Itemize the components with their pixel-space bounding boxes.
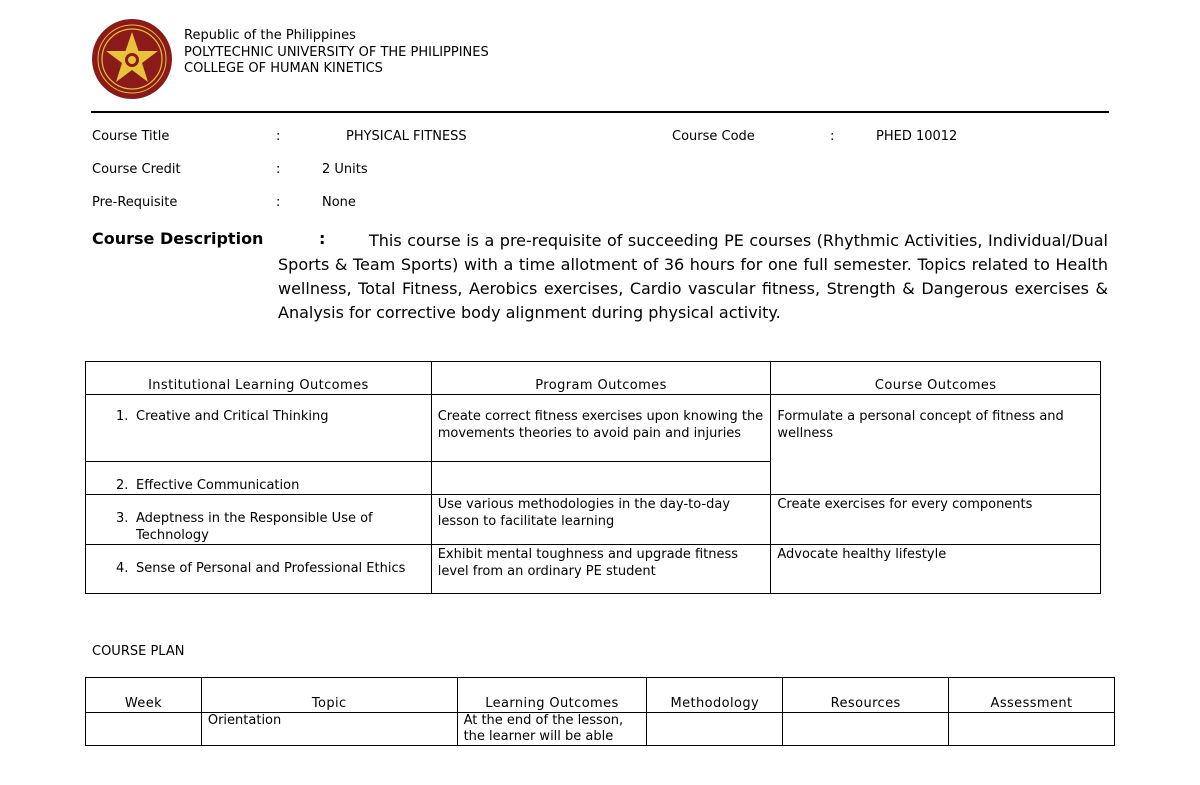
republic-line: Republic of the Philippines xyxy=(184,28,356,43)
topic-cell: Orientation xyxy=(201,713,457,746)
resources-header: Resources xyxy=(783,678,949,713)
table-header-row xyxy=(86,362,1101,395)
colon: : xyxy=(319,229,326,248)
prerequisite-label: Pre-Requisite xyxy=(92,195,178,210)
course-description-label: Course Description xyxy=(92,229,264,248)
topic-header: Topic xyxy=(201,678,457,713)
course-title-value: PHYSICAL FITNESS xyxy=(346,129,467,144)
ilo-cell xyxy=(86,495,432,545)
ilo-cell xyxy=(86,462,432,495)
university-name: POLYTECHNIC UNIVERSITY OF THE PHILIPPINES xyxy=(184,44,489,60)
institution-header xyxy=(184,28,489,78)
program-outcome-cell: Use various methodologies in the day-to-day lesson to facilitate learning xyxy=(431,495,771,545)
ilo-header: Institutional Learning Outcomes xyxy=(86,362,432,395)
course-title-label: Course Title xyxy=(92,129,170,144)
methodology-cell xyxy=(647,713,783,746)
course-credit-label: Course Credit xyxy=(92,162,181,177)
methodology-header: Methodology xyxy=(647,678,783,713)
week-header: Week xyxy=(86,678,202,713)
program-outcomes-header: Program Outcomes xyxy=(431,362,771,395)
learning-outcomes-cell: At the end of the lesson, the learner will be able xyxy=(457,713,647,746)
course-code-label: Course Code xyxy=(672,129,755,144)
course-description-text: This course is a pre-requisite of succeeding PE courses (Rhythmic Activities, Individual/Dual Sports & Team Sports) with a time allotment of 36 hours for one full semester. Topics related to Health wellness, Total Fitness, Aerobics exercises, Cardio vascular fitness, Strength & Dangerous exercises & Analysis for corrective body alignment during physical activity. xyxy=(278,231,1108,322)
colon: : xyxy=(276,162,281,177)
list-number: 3. xyxy=(116,511,129,526)
course-code-value: PHED 10012 xyxy=(876,129,958,144)
program-outcome-cell: Exhibit mental toughness and upgrade fitness level from an ordinary PE student xyxy=(431,545,771,594)
course-plan-table xyxy=(85,677,1115,746)
pup-seal-icon xyxy=(91,18,173,100)
course-plan-title: COURSE PLAN xyxy=(92,644,185,659)
table-row xyxy=(86,545,1101,594)
colon: : xyxy=(830,129,835,144)
table-row xyxy=(86,395,1101,462)
program-outcome-cell: Create correct fitness exercises upon knowing the movements theories to avoid pain and injuries xyxy=(431,395,771,462)
colon: : xyxy=(276,195,281,210)
ilo-cell xyxy=(86,545,432,594)
ilo-text: Effective Communication xyxy=(136,477,300,493)
list-number: 2. xyxy=(116,477,129,493)
table-header-row xyxy=(86,678,1115,713)
outcomes-table xyxy=(85,361,1101,594)
assessment-header: Assessment xyxy=(949,678,1115,713)
resources-cell xyxy=(783,713,949,746)
table-row xyxy=(86,713,1115,746)
ilo-text: Sense of Personal and Professional Ethics xyxy=(136,561,406,576)
prerequisite-value: None xyxy=(322,195,356,210)
colon: : xyxy=(276,129,281,144)
ilo-text: Creative and Critical Thinking xyxy=(136,409,329,424)
learning-outcomes-header: Learning Outcomes xyxy=(457,678,647,713)
week-cell xyxy=(86,713,202,746)
list-number: 1. xyxy=(116,409,129,424)
table-row xyxy=(86,495,1101,545)
assessment-cell xyxy=(949,713,1115,746)
header-divider xyxy=(91,111,1109,113)
ilo-text: Adeptness in the Responsible Use of Technology xyxy=(136,511,373,543)
course-outcome-cell: Create exercises for every components xyxy=(771,495,1101,545)
course-credit-value: 2 Units xyxy=(322,162,368,177)
college-name: COLLEGE OF HUMAN KINETICS xyxy=(184,61,383,76)
ilo-cell xyxy=(86,395,432,462)
course-outcomes-header: Course Outcomes xyxy=(771,362,1101,395)
course-outcome-cell: Advocate healthy lifestyle xyxy=(771,545,1101,594)
course-outcome-cell: Formulate a personal concept of fitness and wellness xyxy=(771,395,1101,495)
program-outcome-cell xyxy=(431,462,771,495)
list-number: 4. xyxy=(116,561,129,576)
